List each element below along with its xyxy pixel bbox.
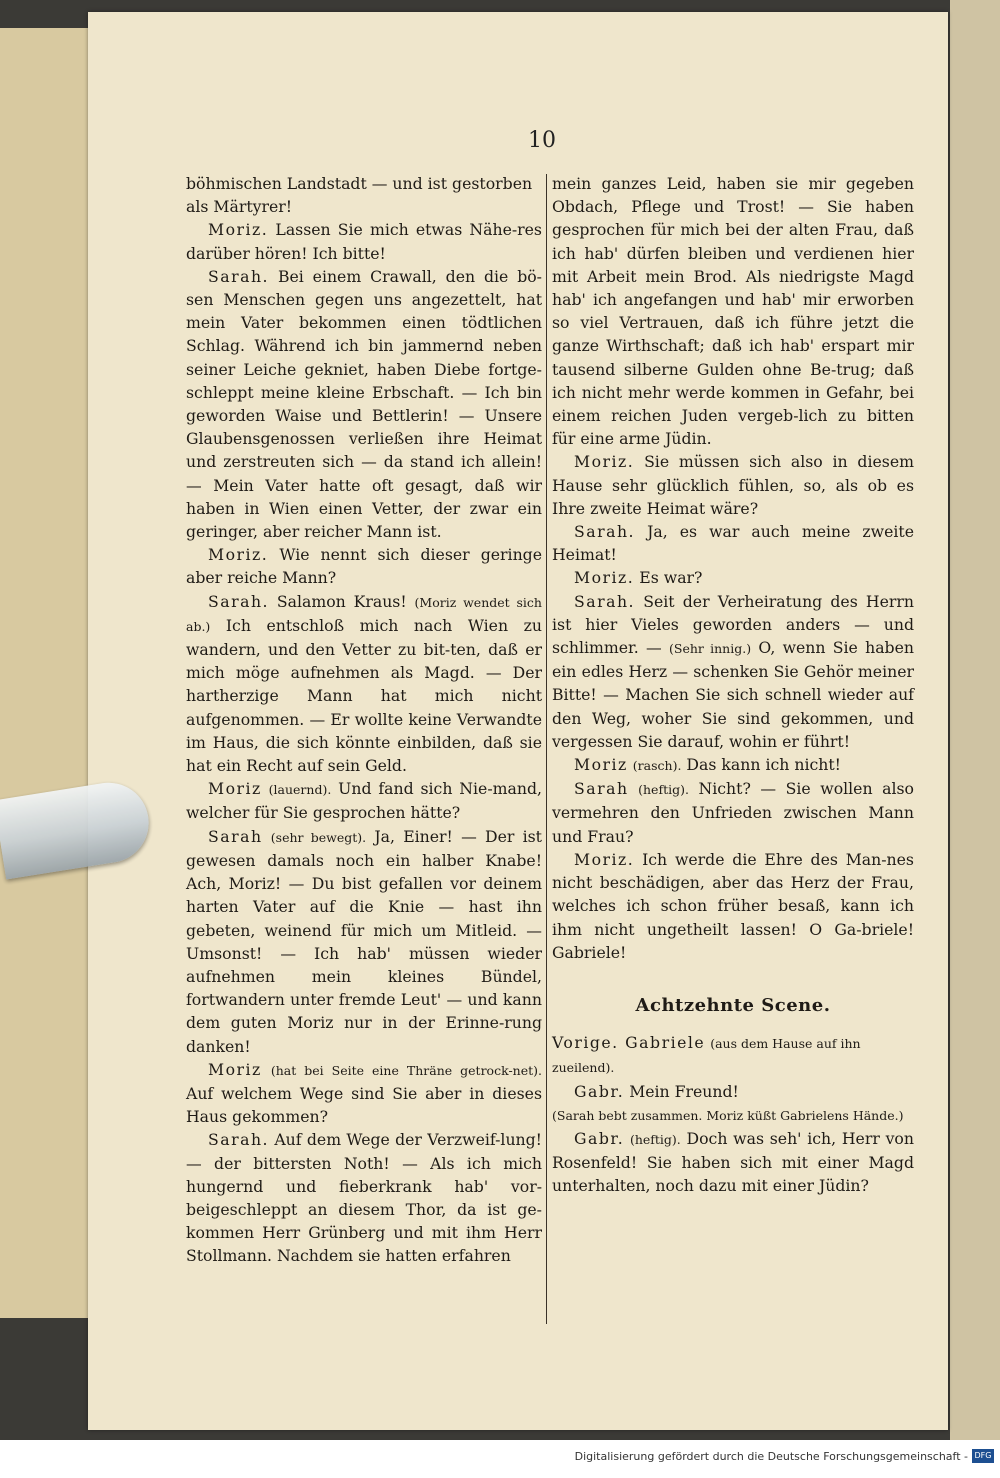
speaker-name: Sarah.	[574, 591, 636, 611]
dialogue-paragraph	[186, 777, 542, 824]
column-divider	[546, 174, 547, 1324]
dialogue-text: Bei einem Crawall, den die bö-sen Menschen gegen uns angezettelt, hat mein Vater bekommen einen tödtlichen Schlag. Während ich bin jammernd neben seiner Leiche gekniet, haben Diebe fortge-schleppt meine kleine Erbschaft. — Ich bin geworden Waise und Bettlerin! — Unsere Glaubensgenossen verließen ihre Heimat und zerstreuten sich — da stand ich allein! — Mein Vater hatte oft gesagt, daß wir haben in Wien einen Vetter, der zwar ein geringer, aber reicher Mann ist.	[186, 266, 542, 542]
dialogue-paragraph	[186, 825, 542, 1058]
stage-direction: (Moriz wendet sich ab.)	[186, 594, 542, 634]
scene-heading: Achtzehnte Scene.	[635, 994, 831, 1016]
cast-names: Vorige. Gabriele	[552, 1033, 706, 1053]
dialogue-text: Auf welchem Wege sind Sie aber in dieses Haus gekommen?	[186, 1083, 542, 1127]
dialogue-text: Mein Freund!	[629, 1081, 739, 1101]
speaker-name: Sarah	[208, 826, 263, 846]
dialogue-text: Das kann ich nicht!	[686, 755, 841, 775]
underlying-page-left	[0, 28, 96, 1318]
dialogue-paragraph	[552, 753, 914, 777]
dialogue-text: mein ganzes Leid, haben sie mir gegeben Obdach, Pflege und Trost! — Sie haben gesprochen für mich bei der alten Frau, daß ich hab' dürfen bleiben und verdienen hier mit Arbeit mein Brod. Als niedrigste Magd hab' ich angefangen und hab' mir erworben so viel Vertrauen, daß ich führe jetzt die ganze Wirthschaft; daß ich hab' erspart mir tausend silberne Gulden ohne Be-trug; daß ich nicht mehr werde kommen in Gefahr, bei einem reichen Juden vergeb-lich zu bitten für eine arme Jüdin.	[552, 174, 914, 449]
speaker-name: Sarah.	[208, 591, 270, 611]
dialogue-text: Ja, Einer! — Der ist gewesen damals noch ein halber Knabe! Ach, Moriz! — Du bist gefallen vor deinem harten Vater auf die Knie — hast ihn gebeten, weinend für mich um Mitleid. — Umsonst! — Ich hab' müssen wieder aufnehmen mein kleines Bündel, fortwandern unter fremde Leut' — und kann dem guten Moriz nur in der Erinne-rung danken!	[186, 826, 542, 1056]
speaker-name: Moriz	[208, 779, 262, 799]
footer-credit: Digitalisierung gefördert durch die Deutsche Forschungsgemeinschaft -	[574, 1450, 968, 1463]
speaker-name: Gabr.	[574, 1081, 625, 1101]
footer-bar	[0, 1440, 1000, 1478]
stage-direction: (heftig).	[638, 782, 689, 798]
dialogue-paragraph	[552, 777, 914, 848]
dialogue-paragraph	[552, 450, 914, 520]
dialogue-text: Ja, es war auch meine zweite Heimat!	[552, 522, 914, 565]
dialogue-paragraph	[186, 1128, 542, 1267]
speaker-name: Sarah	[574, 779, 629, 799]
speaker-name: Moriz.	[574, 452, 635, 472]
left-column	[186, 172, 542, 1268]
dialogue-text: Auf dem Wege der Verzweif-lung! — der bittersten Noth! — Als ich mich hungernd und fieberkrank hab' vor-beigeschleppt an diesem Thor, da ist ge-kommen Herr Grünberg und mit ihm Herr Stollmann. Nachdem sie hatten erfahren	[186, 1130, 542, 1266]
speaker-name: Moriz.	[208, 545, 269, 565]
dialogue-paragraph	[552, 520, 914, 566]
dialogue-text: Salamon Kraus!	[276, 591, 407, 611]
speaker-name: Sarah.	[208, 266, 270, 286]
speaker-name: Gabr.	[574, 1128, 625, 1148]
text-line: als Märtyrer!	[186, 197, 293, 217]
dialogue-paragraph	[552, 848, 914, 964]
dialogue-paragraph	[186, 1058, 542, 1129]
speaker-name: Moriz.	[574, 849, 635, 869]
dialogue-text: Es war?	[639, 568, 703, 588]
dialogue-text: Und fand sich Nie-mand, welcher für Sie gesprochen hätte?	[186, 779, 542, 823]
dfg-logo-icon: DFG	[972, 1449, 994, 1463]
dialogue-paragraph	[552, 590, 914, 753]
dialogue-paragraph	[186, 590, 542, 778]
text-line: böhmischen Landstadt — und ist gestorben	[186, 174, 533, 193]
stage-direction: (lauernd).	[268, 782, 332, 798]
scene-cast	[552, 1031, 914, 1079]
speaker-name: Sarah.	[208, 1130, 270, 1150]
stage-paragraph	[552, 1103, 914, 1127]
dialogue-text: Seit der Verheiratung des Herrn ist hier Vieles geworden anders — und schlimmer. —	[552, 591, 914, 658]
dialogue-paragraph	[552, 1127, 914, 1198]
page-number: 10	[528, 128, 556, 153]
stage-direction: (sehr bewegt).	[270, 829, 367, 845]
dialogue-text: Lassen Sie mich etwas Nähe-res darüber hören! Ich bitte!	[186, 220, 542, 263]
speaker-name: Moriz	[208, 1059, 262, 1079]
dialogue-text: Sie müssen sich also in diesem Hause sehr glücklich fühlen, so, als ob es Ihre zweite Heimat wäre?	[552, 452, 914, 518]
paragraph	[552, 172, 914, 450]
dialogue-paragraph	[552, 566, 914, 589]
paragraph	[186, 172, 542, 218]
dialogue-text: Ich entschloß mich nach Wien zu wandern, und den Vetter zu bit-ten, daß er mich möge aufnehmen als Magd. — Der hartherzige Mann hat mich nicht aufgenommen. — Er wollte keine Verwandte im Haus, die sich könnte einbilden, daß sie hat ein Recht auf sein Geld.	[186, 615, 542, 776]
dialogue-paragraph	[552, 1080, 914, 1103]
dialogue-text: Doch was seh' ich, Herr von Rosenfeld! Sie haben sich mit einer Magd unterhalten, noch dazu mit einer Jüdin?	[552, 1128, 914, 1196]
speaker-name: Sarah.	[574, 522, 636, 542]
stage-direction: (Sehr innig.)	[669, 641, 752, 657]
speaker-name: Moriz.	[574, 568, 635, 588]
dialogue-paragraph	[186, 543, 542, 589]
stage-direction: (Sarah bebt zusammen. Moriz küßt Gabrielens Hände.)	[552, 1107, 904, 1123]
speaker-name: Moriz.	[208, 220, 269, 240]
stage-direction: (rasch).	[632, 758, 682, 774]
dialogue-paragraph	[186, 218, 542, 264]
stage-direction: (hat bei Seite eine Thräne getrock-net).	[270, 1062, 542, 1078]
dialogue-text: Wie nennt sich dieser geringe aber reiche Mann?	[186, 545, 542, 588]
dialogue-text: Ich werde die Ehre des Man-nes nicht beschädigen, aber das Herz der Frau, welches ich schon früher besaß, kann ich ihm nicht ungetheilt lassen! O Ga-briele! Gabriele!	[552, 849, 914, 962]
stage-direction: (heftig).	[629, 1131, 681, 1147]
dialogue-text: O, wenn Sie haben ein edles Herz — schenken Sie Gehör meiner Bitte! — Machen Sie sich schnell wieder auf den Weg, woher Sie sind gekommen, und vergessen Sie darauf, wohin er führt!	[552, 638, 914, 751]
speaker-name: Moriz	[574, 755, 628, 775]
dialogue-text: Nicht? — Sie wollen also vermehren den Unfrieden zwischen Mann und Frau?	[552, 779, 914, 846]
right-column	[552, 172, 914, 1198]
stage-direction: (aus dem Hause auf ihn zueilend).	[552, 1036, 861, 1076]
dialogue-paragraph	[186, 265, 542, 543]
adjacent-page-right	[950, 0, 1000, 1440]
